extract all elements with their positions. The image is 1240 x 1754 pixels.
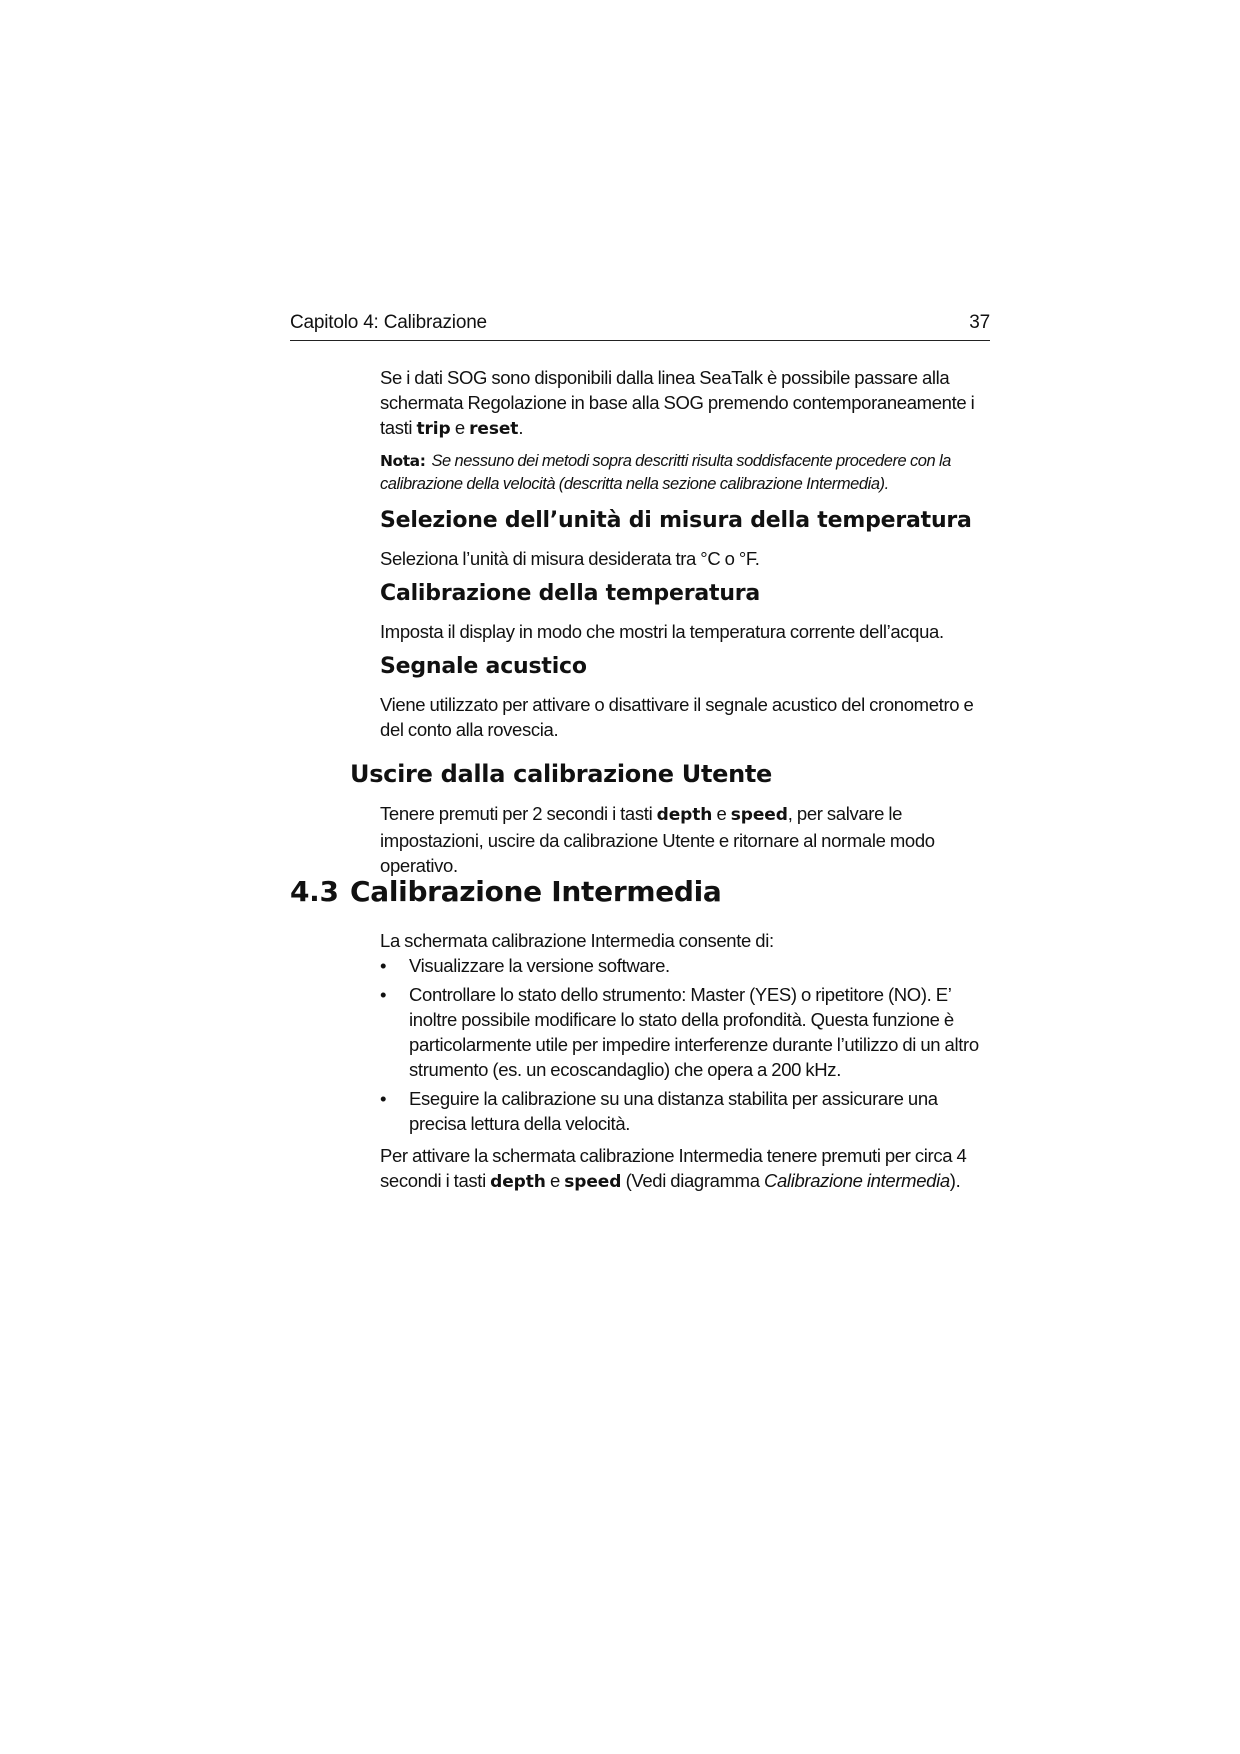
exit-text-end: , per salvare le impostazioni, uscire da calibrazione Utente e ritornare al normale modo operativo.	[380, 803, 935, 876]
running-header	[290, 310, 990, 341]
heading-temperature-unit: Selezione dell’unità di misura della temperatura	[380, 508, 972, 533]
heading-temperature-calibration: Calibrazione della temperatura	[380, 581, 761, 606]
exit-user-text	[380, 801, 990, 878]
exit-conjunction: e	[712, 803, 731, 824]
list-item	[380, 953, 990, 978]
beep-text: Viene utilizzato per attivare o disattivare il segnale acustico del cronometro e del conto alla rovescia.	[380, 694, 974, 740]
section-heading-4-3	[290, 875, 722, 908]
sog-end: .	[518, 417, 524, 438]
exit-text-start: Tenere premuti per 2 secondi i tasti	[380, 803, 657, 824]
list-item	[380, 1086, 990, 1136]
chapter-title: Capitolo 4: Calibrazione	[290, 312, 487, 333]
closing-text-middle: (Vedi diagramma	[621, 1170, 764, 1191]
list-item	[380, 982, 990, 1082]
closing-conjunction: e	[545, 1170, 565, 1191]
key-depth: depth	[656, 805, 713, 825]
section-intro: La schermata calibrazione Intermedia consente di:	[380, 930, 774, 951]
closing-paragraph	[380, 1143, 990, 1195]
note-text: Se nessuno dei metodi sopra descritti risulta soddisfacente procedere con la calibrazione della velocità (descritta nella sezione calibrazione Intermedia).	[380, 452, 951, 493]
sog-paragraph	[380, 365, 990, 442]
key-speed: speed	[564, 1172, 622, 1192]
key-depth: depth	[490, 1172, 546, 1192]
sog-text: Se i dati SOG sono disponibili dalla linea SeaTalk è possibile passare alla schermata Regolazione in base alla SOG premendo contemporaneamente i tasti	[380, 367, 975, 438]
bullet-icon: •	[380, 984, 387, 1005]
closing-text-end: ).	[949, 1170, 961, 1191]
key-trip: trip	[416, 419, 451, 439]
temperature-calibration-text: Imposta il display in modo che mostri la temperatura corrente dell’acqua.	[380, 621, 944, 642]
temperature-unit-text: Seleziona l’unità di misura desiderata tra °C o °F.	[380, 548, 760, 569]
diagram-reference: Calibrazione intermedia	[763, 1170, 950, 1191]
page-number: 37	[969, 312, 990, 333]
list-item-text: Visualizzare la versione software.	[409, 955, 670, 976]
bullet-icon: •	[380, 955, 387, 976]
list-item-text: Controllare lo stato dello strumento: Master (YES) o ripetitore (NO). E’ inoltre possibile modificare lo stato della profondità. Questa funzione è particolarmente utile per impedire interferenze durante l’utilizzo di un altro strumento (es. un ecoscandaglio) che opera a 200 kHz.	[409, 984, 979, 1080]
heading-beep: Segnale acustico	[380, 654, 587, 679]
bullet-icon: •	[380, 1088, 387, 1109]
note-label: Nota:	[380, 452, 426, 470]
key-reset: reset	[469, 419, 519, 439]
feature-list	[380, 953, 990, 1140]
note	[380, 450, 990, 496]
section-number: 4.3	[290, 875, 339, 908]
key-speed: speed	[730, 805, 788, 825]
heading-exit-user-calibration: Uscire dalla calibrazione Utente	[350, 760, 773, 788]
closing-text-start: Per attivare la schermata calibrazione Intermedia tenere premuti per circa 4 secondi i tasti	[380, 1145, 967, 1191]
list-item-text: Eseguire la calibrazione su una distanza stabilita per assicurare una precisa lettura della velocità.	[409, 1088, 938, 1134]
section-title: Calibrazione Intermedia	[350, 875, 722, 908]
sog-conjunction: e	[450, 417, 470, 438]
